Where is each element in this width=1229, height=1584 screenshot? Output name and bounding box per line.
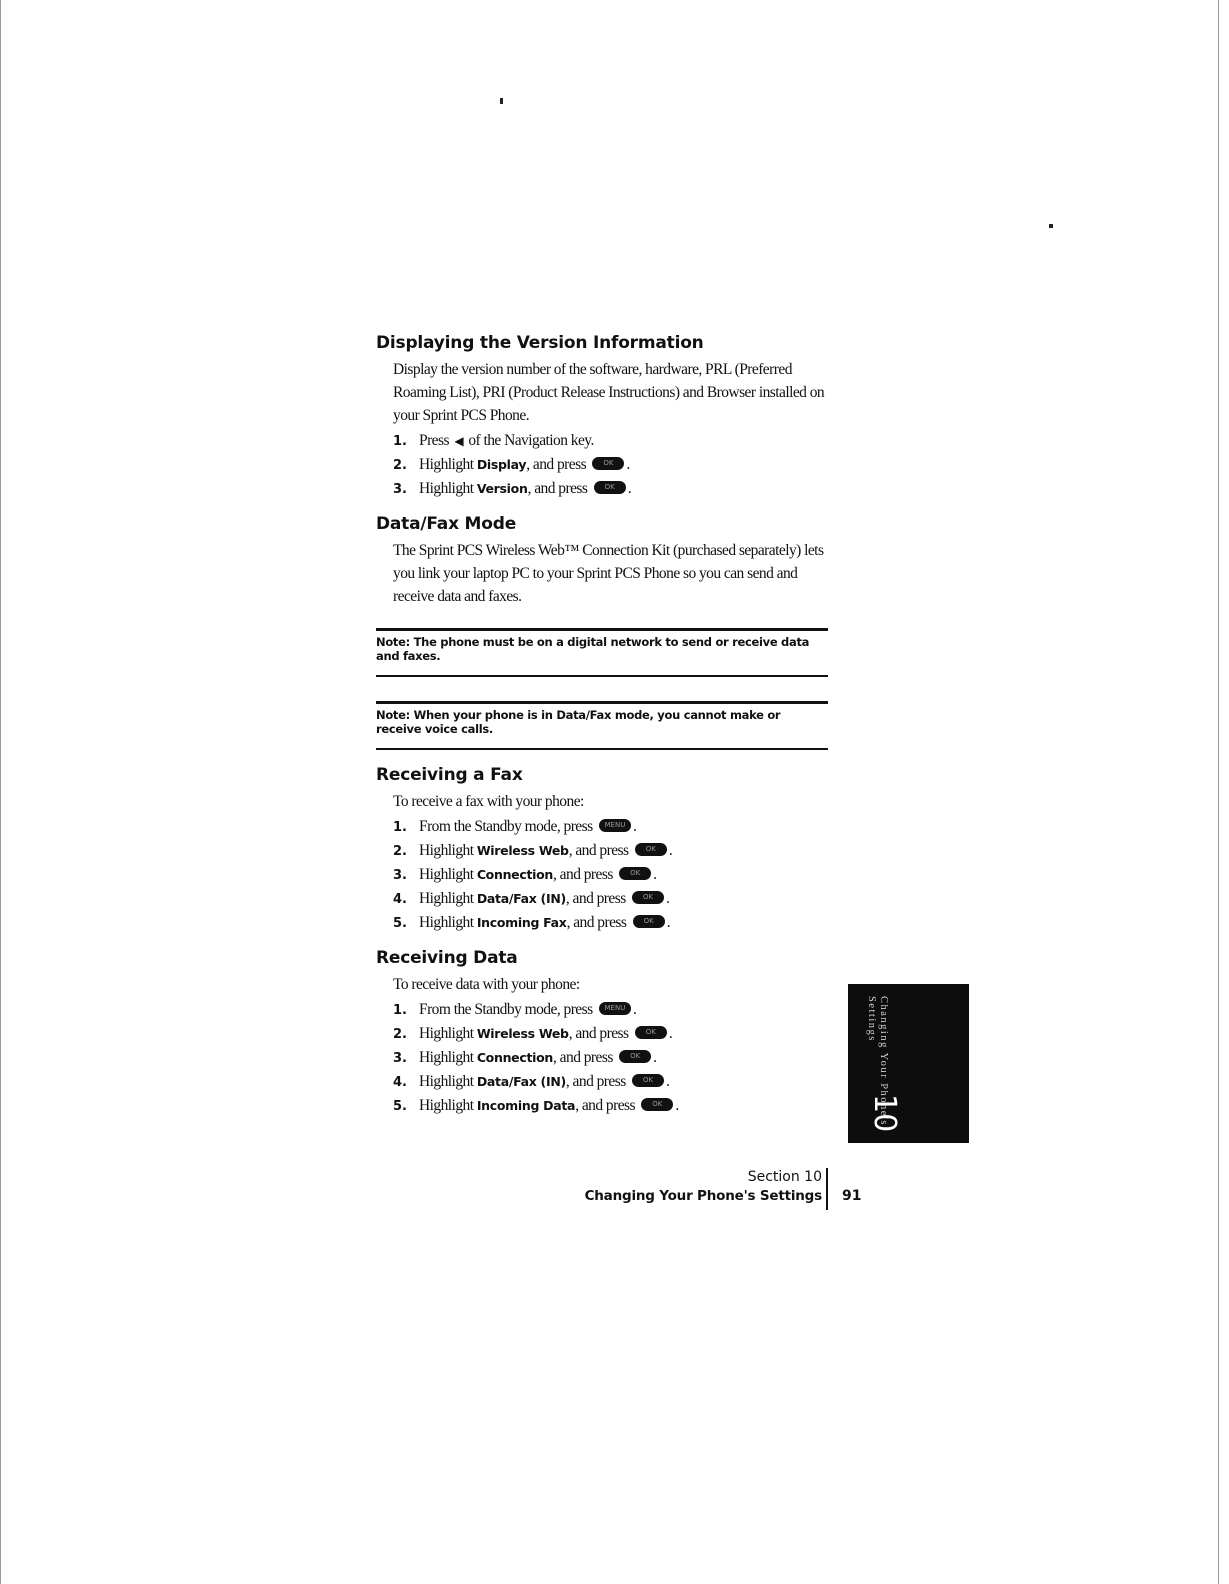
list-item: [393, 1070, 828, 1094]
step-text: Highlight: [419, 1073, 474, 1090]
step-end: .: [653, 1049, 657, 1066]
key-label: OK: [642, 893, 654, 901]
page-edge-right: [1218, 0, 1219, 1584]
ok-key-icon: [592, 457, 624, 470]
step-end: .: [632, 1001, 637, 1018]
note-text: When your phone is in Data/Fax mode, you cannot make or receive voice calls.: [376, 708, 781, 736]
ok-key-icon: [635, 843, 667, 856]
step-number: 5.: [393, 1099, 407, 1114]
menu-keyword: Data/Fax (IN): [476, 1074, 566, 1089]
step-text: of the Navigation key.: [468, 432, 594, 449]
step-number: 1.: [393, 820, 407, 835]
step-text: From the Standby mode, press: [419, 818, 593, 835]
list-item: [393, 1022, 828, 1046]
key-label: OK: [604, 483, 615, 491]
ok-key-icon: [632, 891, 664, 904]
page-footer: [560, 1168, 822, 1206]
step-text: , and press: [526, 456, 587, 473]
menu-keyword: Version: [476, 481, 528, 496]
receiving-data-section: [376, 945, 828, 1118]
footer-divider: [826, 1168, 828, 1210]
list-item: [393, 1046, 828, 1070]
step-text: Highlight: [419, 866, 474, 883]
key-label: OK: [645, 845, 656, 853]
receiving-fax-steps: [393, 815, 828, 935]
step-text: Highlight: [419, 890, 474, 907]
step-text: Highlight: [419, 1049, 474, 1066]
step-number: 2.: [393, 1027, 407, 1042]
version-info-steps: [393, 429, 828, 501]
step-text: Highlight: [419, 1025, 474, 1042]
page-edge-left: [0, 0, 1, 1584]
note-label: Note:: [376, 708, 410, 722]
step-text: , and press: [553, 1049, 613, 1066]
ok-key-icon: [635, 1026, 667, 1039]
step-number: 4.: [393, 892, 407, 907]
step-text: , and press: [553, 866, 613, 883]
step-text: Highlight: [419, 1097, 474, 1114]
step-text: , and press: [566, 914, 627, 931]
note-text: The phone must be on a digital network to send or receive data and faxes.: [376, 635, 810, 663]
step-end: .: [666, 1073, 670, 1090]
step-end: .: [626, 456, 630, 473]
step-text: Press: [419, 432, 449, 449]
left-arrow-icon: ◀: [454, 434, 463, 448]
step-text: , and press: [565, 1073, 626, 1090]
key-label: OK: [630, 869, 641, 877]
key-label: OK: [652, 1100, 663, 1108]
step-text: Highlight: [419, 456, 474, 473]
step-number: 3.: [393, 868, 407, 883]
datafax-body: The Sprint PCS Wireless Web™ Connection Kit (purchased separately) lets you link your laptop PC to your Sprint PCS Phone so you can send and receive data and faxes.: [393, 542, 824, 605]
note-voice-calls: [376, 701, 828, 750]
receiving-fax-intro: To receive a fax with your phone:: [393, 793, 584, 810]
key-label: OK: [643, 917, 654, 925]
step-end: .: [666, 914, 671, 931]
version-info-section: [376, 330, 828, 501]
list-item: [393, 429, 828, 453]
note-label: Note:: [376, 635, 410, 649]
step-number: 4.: [393, 1075, 407, 1090]
list-item: [393, 911, 828, 935]
ok-key-icon: [633, 915, 665, 928]
step-end: .: [668, 842, 673, 859]
key-label: MENU: [604, 1004, 626, 1012]
step-text: Highlight: [419, 842, 474, 859]
step-number: 2.: [393, 458, 407, 473]
note-digital-network: [376, 628, 828, 677]
step-end: .: [627, 480, 632, 497]
step-end: .: [632, 818, 637, 835]
step-text: , and press: [568, 1025, 629, 1042]
list-item: [393, 863, 828, 887]
receiving-fax-heading: Receiving a Fax: [376, 765, 523, 785]
step-end: .: [675, 1097, 679, 1114]
menu-key-icon: [599, 1002, 631, 1015]
list-item: [393, 998, 828, 1022]
tab-section-number: 10: [867, 1094, 902, 1133]
step-text: , and press: [565, 890, 626, 907]
menu-key-icon: [599, 819, 631, 832]
step-number: 5.: [393, 916, 407, 931]
step-end: .: [668, 1025, 673, 1042]
step-text: Highlight: [419, 914, 474, 931]
step-text: , and press: [568, 842, 629, 859]
key-label: OK: [603, 459, 614, 467]
ok-key-icon: [641, 1098, 673, 1111]
page-number: 91: [842, 1188, 862, 1204]
ok-key-icon: [594, 481, 626, 494]
list-item: [393, 839, 828, 863]
menu-keyword: Connection: [476, 867, 554, 882]
step-end: .: [653, 866, 657, 883]
step-number: 3.: [393, 482, 407, 497]
receiving-data-heading: Receiving Data: [376, 948, 518, 968]
scan-speck: [500, 98, 503, 104]
list-item: [393, 477, 828, 501]
datafax-heading: Data/Fax Mode: [376, 514, 517, 534]
key-label: MENU: [604, 821, 626, 829]
ok-key-icon: [619, 1050, 651, 1063]
step-number: 1.: [393, 434, 407, 449]
list-item: [393, 453, 828, 477]
list-item: [393, 815, 828, 839]
menu-keyword: Wireless Web: [476, 843, 569, 858]
receiving-data-intro: To receive data with your phone:: [393, 976, 580, 993]
key-label: OK: [630, 1052, 641, 1060]
step-text: , and press: [527, 480, 588, 497]
menu-keyword: Display: [476, 457, 527, 472]
datafax-section: [376, 511, 828, 608]
list-item: [393, 887, 828, 911]
section-thumb-tab: [848, 984, 969, 1143]
step-text: , and press: [575, 1097, 636, 1114]
menu-keyword: Data/Fax (IN): [476, 891, 566, 906]
receiving-data-steps: [393, 998, 828, 1118]
step-number: 3.: [393, 1051, 407, 1066]
scan-speck: [1049, 224, 1053, 228]
menu-keyword: Incoming Data: [476, 1098, 576, 1113]
tab-title: Changing Your Phone's Settings: [866, 996, 889, 1126]
step-end: .: [666, 890, 670, 907]
list-item: [393, 1094, 828, 1118]
step-text: Highlight: [419, 480, 474, 497]
receiving-fax-section: [376, 762, 828, 935]
menu-keyword: Wireless Web: [476, 1026, 569, 1041]
page-content: [376, 330, 828, 1118]
key-label: OK: [642, 1076, 654, 1084]
version-info-body: Display the version number of the software, hardware, PRL (Preferred Roaming List), PRI (Product Release Instructions) and Browser installed on your Sprint PCS Phone.: [393, 361, 825, 424]
step-number: 2.: [393, 844, 407, 859]
key-label: OK: [645, 1028, 656, 1036]
ok-key-icon: [632, 1074, 664, 1087]
menu-keyword: Incoming Fax: [476, 915, 567, 930]
menu-keyword: Connection: [476, 1050, 554, 1065]
step-text: From the Standby mode, press: [419, 1001, 593, 1018]
footer-chapter: Changing Your Phone's Settings: [584, 1188, 822, 1204]
ok-key-icon: [619, 867, 651, 880]
footer-section: Section 10: [747, 1169, 822, 1185]
version-info-heading: Displaying the Version Information: [376, 333, 704, 353]
step-number: 1.: [393, 1003, 407, 1018]
